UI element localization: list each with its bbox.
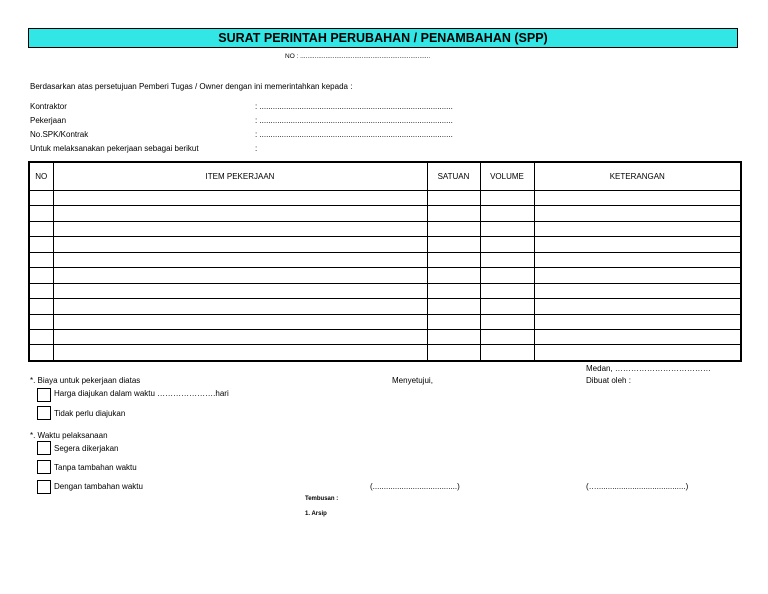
field-label-kontraktor: Kontraktor	[30, 102, 67, 111]
field-value-untuk: :	[255, 144, 258, 153]
field-label-pekerjaan: Pekerjaan	[30, 116, 67, 125]
cell-no[interactable]	[29, 345, 53, 361]
table-row	[29, 314, 741, 329]
table-row	[29, 283, 741, 298]
cell-keterangan[interactable]	[534, 221, 741, 236]
cell-satuan[interactable]	[427, 345, 480, 361]
table-row	[29, 299, 741, 314]
cell-satuan[interactable]	[427, 221, 480, 236]
waktu-label: *. Waktu pelaksanaan	[30, 431, 108, 440]
header-volume: VOLUME	[480, 162, 534, 191]
cell-volume[interactable]	[480, 283, 534, 298]
cell-no[interactable]	[29, 299, 53, 314]
cell-volume[interactable]	[480, 268, 534, 283]
cell-satuan[interactable]	[427, 329, 480, 344]
cell-item[interactable]	[53, 283, 427, 298]
cell-satuan[interactable]	[427, 299, 480, 314]
field-value-spk: : .......................................................................................	[255, 130, 453, 139]
table-row	[29, 237, 741, 252]
cell-no[interactable]	[29, 237, 53, 252]
header-item: ITEM PEKERJAAN	[53, 162, 427, 191]
cell-item[interactable]	[53, 221, 427, 236]
dibuat-oleh-label: Dibuat oleh :	[586, 376, 631, 385]
table-row	[29, 345, 741, 361]
cell-keterangan[interactable]	[534, 237, 741, 252]
checkbox-harga-diajukan[interactable]	[37, 388, 51, 402]
header-keterangan: KETERANGAN	[534, 162, 741, 191]
cell-volume[interactable]	[480, 191, 534, 206]
field-label-spk: No.SPK/Kontrak	[30, 130, 89, 139]
cell-volume[interactable]	[480, 206, 534, 221]
field-value-pekerjaan: : .......................................................................................	[255, 116, 453, 125]
cell-item[interactable]	[53, 299, 427, 314]
menyetujui-label: Menyetujui,	[392, 376, 433, 385]
cell-keterangan[interactable]	[534, 329, 741, 344]
cell-no[interactable]	[29, 221, 53, 236]
cell-satuan[interactable]	[427, 283, 480, 298]
tembusan-label: Tembusan :	[305, 496, 339, 502]
cell-no[interactable]	[29, 191, 53, 206]
cell-keterangan[interactable]	[534, 191, 741, 206]
cell-keterangan[interactable]	[534, 283, 741, 298]
cell-volume[interactable]	[480, 299, 534, 314]
field-value-kontraktor: : .......................................................................................	[255, 102, 453, 111]
cell-keterangan[interactable]	[534, 345, 741, 361]
cell-keterangan[interactable]	[534, 206, 741, 221]
checkbox-dengan-tambahan[interactable]	[37, 480, 51, 494]
cell-item[interactable]	[53, 314, 427, 329]
cell-volume[interactable]	[480, 314, 534, 329]
checkbox-segera[interactable]	[37, 441, 51, 455]
cell-keterangan[interactable]	[534, 299, 741, 314]
table-header-row	[29, 162, 741, 191]
option-tidak-perlu: Tidak perlu diajukan	[54, 409, 126, 418]
table-row	[29, 191, 741, 206]
document-number-line: NO : ........................................................................	[285, 53, 431, 60]
option-tanpa-tambahan: Tanpa tambahan waktu	[54, 463, 137, 472]
cell-item[interactable]	[53, 345, 427, 361]
cell-item[interactable]	[53, 252, 427, 267]
document-title: SURAT PERINTAH PERUBAHAN / PENAMBAHAN (SPP)	[28, 28, 738, 48]
cell-no[interactable]	[29, 268, 53, 283]
work-items-table	[28, 161, 742, 362]
cell-volume[interactable]	[480, 252, 534, 267]
tembusan-item-1: 1. Arsip	[305, 511, 327, 517]
signature-left: (......................................)	[370, 482, 460, 491]
checkbox-tanpa-tambahan[interactable]	[37, 460, 51, 474]
cell-keterangan[interactable]	[534, 252, 741, 267]
checkbox-tidak-perlu[interactable]	[37, 406, 51, 420]
cell-keterangan[interactable]	[534, 314, 741, 329]
option-harga-diajukan: Harga diajukan dalam waktu ………………….hari	[54, 389, 229, 398]
header-no: NO	[29, 162, 53, 191]
cell-no[interactable]	[29, 252, 53, 267]
cell-no[interactable]	[29, 329, 53, 344]
cell-satuan[interactable]	[427, 237, 480, 252]
table-row	[29, 221, 741, 236]
table-row	[29, 252, 741, 267]
cell-volume[interactable]	[480, 345, 534, 361]
cell-satuan[interactable]	[427, 206, 480, 221]
option-segera: Segera dikerjakan	[54, 444, 119, 453]
table-row	[29, 268, 741, 283]
cell-item[interactable]	[53, 237, 427, 252]
cell-item[interactable]	[53, 268, 427, 283]
cell-volume[interactable]	[480, 237, 534, 252]
biaya-label: *. Biaya untuk pekerjaan diatas	[30, 376, 141, 385]
signature-right: (…........................................)	[586, 482, 689, 491]
cell-no[interactable]	[29, 283, 53, 298]
place-date: Medan, ………………………………	[586, 364, 711, 373]
header-satuan: SATUAN	[427, 162, 480, 191]
cell-item[interactable]	[53, 206, 427, 221]
cell-item[interactable]	[53, 191, 427, 206]
cell-satuan[interactable]	[427, 252, 480, 267]
cell-volume[interactable]	[480, 221, 534, 236]
field-label-untuk: Untuk melaksanakan pekerjaan sebagai berikut	[30, 144, 199, 153]
cell-satuan[interactable]	[427, 268, 480, 283]
cell-keterangan[interactable]	[534, 268, 741, 283]
option-dengan-tambahan: Dengan tambahan waktu	[54, 482, 143, 491]
cell-satuan[interactable]	[427, 191, 480, 206]
intro-text: Berdasarkan atas persetujuan Pemberi Tugas / Owner dengan ini memerintahkan kepada :	[30, 82, 353, 91]
cell-volume[interactable]	[480, 329, 534, 344]
table-row	[29, 329, 741, 344]
table-row	[29, 206, 741, 221]
cell-item[interactable]	[53, 329, 427, 344]
cell-no[interactable]	[29, 206, 53, 221]
cell-no[interactable]	[29, 314, 53, 329]
cell-satuan[interactable]	[427, 314, 480, 329]
